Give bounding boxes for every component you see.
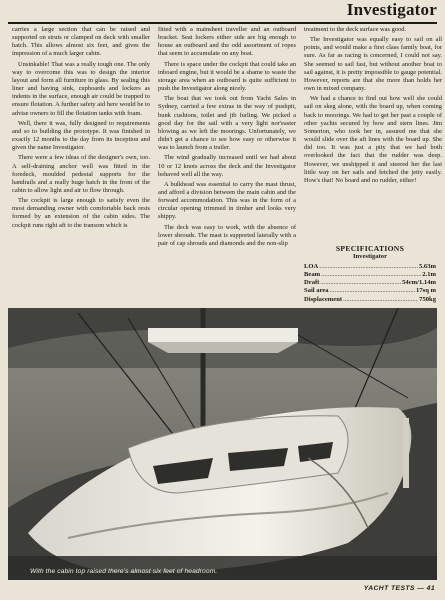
paragraph: A bulkhead was essential to carry the mast thrust, and afford a division between the main cabin and the forward accommodation. This was in the form of a circular opening trimmed in timber and looks very shippy. bbox=[158, 180, 296, 221]
paragraph: Unsinkable! That was a really tough one. The only way to overcome this was to design the interior layout and form all furniture in glass. By sealing this liner and having sink, cupboards and lockers as indents in the surface, enough air could be trapped to ensure flotation. A further safety aid here would be to advise owners to fill the flotation tanks with foam. bbox=[12, 60, 150, 117]
page-footer: YACHT TESTS — 41 bbox=[363, 585, 435, 592]
spec-row-loa bbox=[304, 263, 436, 271]
paragraph: carries a large section that can be raised and supported on struts or clamped on deck with smaller hatch. This allows almost six feet, and gives the impression of a much larger cabin. bbox=[12, 26, 150, 58]
paragraph: The wind gradually increased until we had about 10 or 12 knots across the deck and the Investigator behaved well all the way. bbox=[158, 154, 296, 178]
spec-row-draft bbox=[304, 279, 436, 287]
specifications-subtitle: Investigator bbox=[352, 253, 388, 261]
spec-value: 17sq m bbox=[416, 287, 436, 295]
spec-label: Displacement bbox=[304, 295, 343, 303]
article-column-1 bbox=[12, 26, 150, 316]
photo-caption: With the cabin top raised there's almost six feet of headroom. bbox=[30, 568, 218, 575]
paragraph: The Investigator was equally easy to sail on all points, and would make a first class family boat, for sure. As far as racing is concerned, I could not say. She seemed to sail fast, but without another boat to sail against, it is pretty impossible to gauge potential. However, reports are that she more than holds her own in mixed company. bbox=[304, 36, 442, 93]
leader-dots bbox=[320, 279, 401, 287]
spec-label: Beam bbox=[304, 271, 321, 279]
spec-value: 750kg bbox=[419, 295, 436, 303]
specifications-box bbox=[304, 245, 436, 304]
paragraph: treatment to the deck surface was good. bbox=[304, 26, 407, 33]
spec-label: LOA bbox=[304, 263, 319, 271]
article-column-2 bbox=[158, 26, 296, 316]
paragraph: There were a few ideas of the designer's own, too. A self-draining anchor well was fitted in the foredeck, moulded pedestal supports for the handrails and a really huge hatch in the front of the cabin to allow light and air to flow through. bbox=[12, 154, 150, 194]
leader-dots bbox=[319, 263, 418, 271]
title-rule bbox=[8, 22, 437, 24]
paragraph: The deck was easy to work, with the absence of lower shrouds. The mast is supported laterally with a pair of cap shrouds and diamonds and the non-slip bbox=[158, 223, 296, 247]
paragraph: Well, there it was, fully designed to requirements and so to building the prototype. It was finished in exactly 12 months to the day from its inception and given the name Investigator. bbox=[12, 119, 150, 152]
page-title: Investigator bbox=[346, 0, 437, 19]
yacht-photo bbox=[8, 308, 437, 580]
spec-value: 5.63m bbox=[418, 263, 436, 271]
paragraph: We had a chance to find out how well she could sail on skeg alone, with the board up, when coming back to moorings. We had to get her past a couple of other yachts secured by bow and stern lines. Jim Somerton, who took her in, assured me that she would slide over the aft lines with the board up. She did too. It was just a pity that we had both overlooked the fact that the rudder was deep. However, we unshipped it and steered her the last little way on her sails and fetched the jetty easily. How's that! No board and no rudder, either! bbox=[304, 95, 442, 184]
spec-row-displacement bbox=[304, 296, 436, 304]
spec-label: Sail area bbox=[304, 287, 329, 295]
specifications-title: SPECIFICATIONS bbox=[335, 244, 405, 253]
leader-dots bbox=[343, 296, 418, 304]
spec-value: 54cm/1.14m bbox=[402, 279, 436, 287]
spec-row-beam bbox=[304, 271, 436, 279]
paragraph: There is space under the cockpit that could take an inboard engine, but it would be a shame to waste the storage area when an outboard is quite sufficient to push the Investigator along nicely. bbox=[158, 60, 296, 93]
paragraph: The cockpit is large enough to satisfy even the most demanding owner with comfortable back rests formed by an extension of the cabin sides. The cockpit runs right aft to the transom which is bbox=[12, 197, 150, 229]
paragraph: The boat that we took out from Yacht Sales in Sydney, carried a few extras in the way of pushpit, bunk cushions, toilet and jib furling. We picked a good day for the sail with a very light nor'easter blowing as we left the moorings. Unfortunately, we didn't get a chance to see how easy or otherwise it was to launch from a trailer. bbox=[158, 95, 296, 152]
paragraph: fitted with a mainsheet traveller and an outboard bracket. Seat lockers either side are big enough to house an outboard and the odd assortment of ropes that seem to accumulate on any boat. bbox=[158, 26, 296, 58]
spec-row-sail-area bbox=[304, 287, 436, 295]
spec-value: 2.1m bbox=[422, 271, 436, 279]
leader-dots bbox=[330, 287, 415, 295]
leader-dots bbox=[321, 271, 421, 279]
article-column-3 bbox=[304, 26, 442, 258]
yacht-illustration bbox=[8, 308, 437, 580]
spec-label: Draft bbox=[304, 279, 320, 287]
